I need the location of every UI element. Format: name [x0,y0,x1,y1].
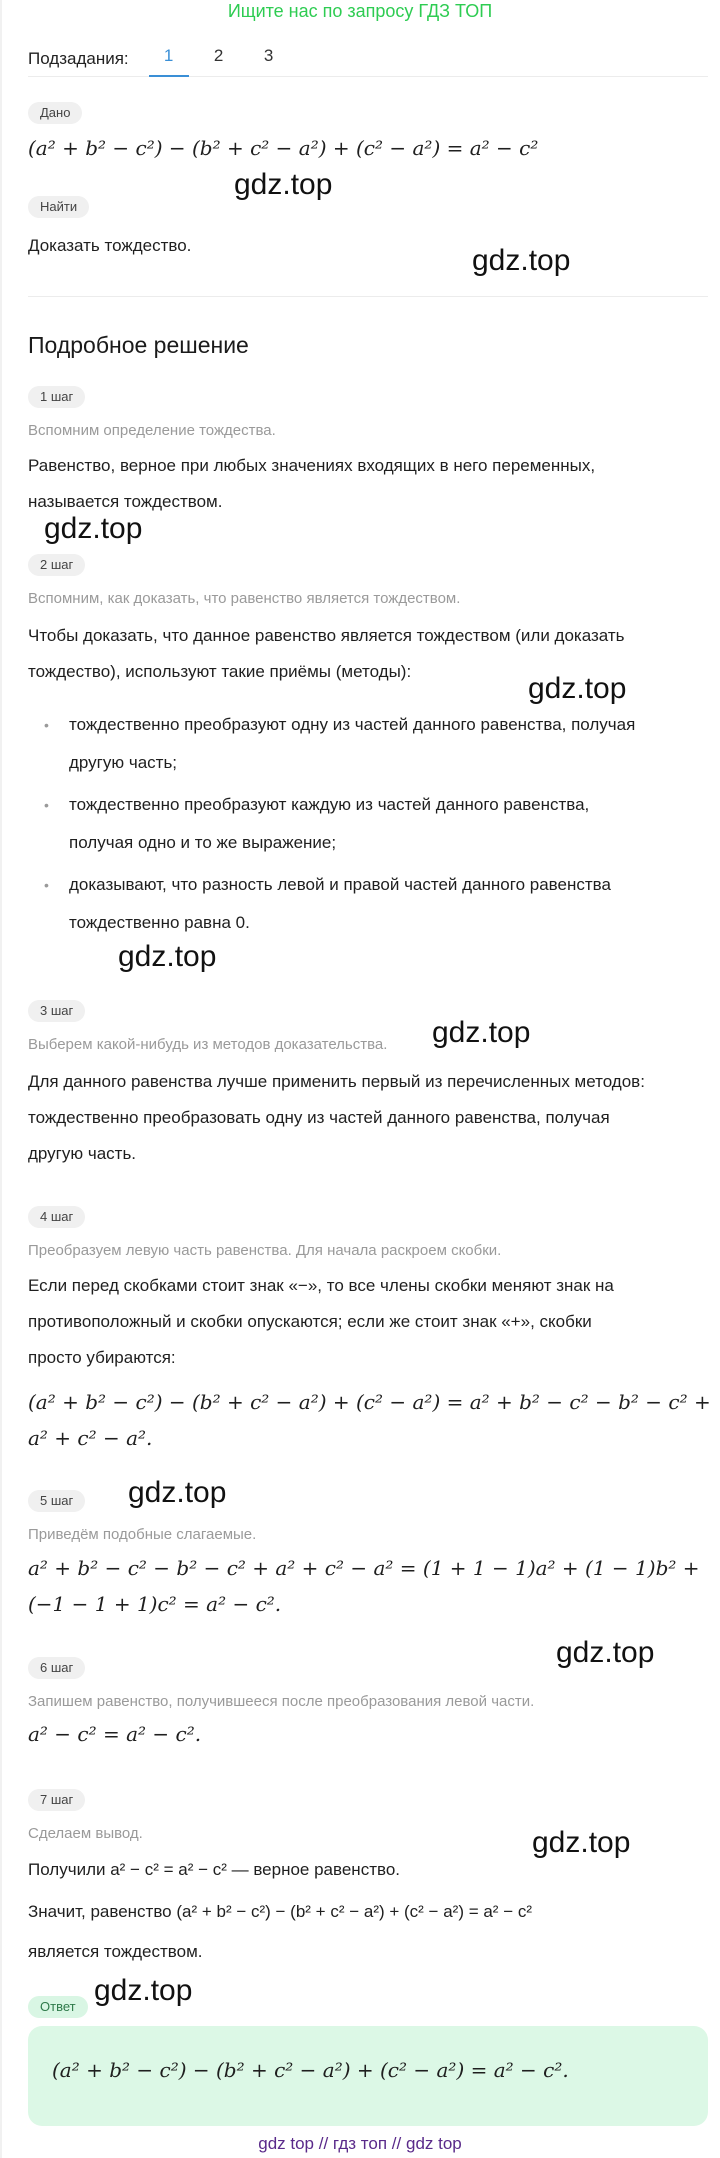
bullet-text: другую часть; [69,753,178,772]
step-2-line-2: тождество), используют такие приёмы (методы): [28,662,412,681]
step-2-hint: Вспомним, как доказать, что равенство является тождеством. [28,590,461,607]
step-7-chip: 7 шаг [28,1789,85,1811]
step-6-math: a² − c² = a² − c². [28,1722,202,1746]
step-2-chip: 2 шаг [28,554,85,576]
subtasks-label: Подзадания: [28,49,129,68]
step-1-line-1: Равенство, верное при любых значениях входящих в него переменных, [28,456,596,475]
step-2-bullet-2 [44,786,719,862]
subtasks-bar [28,42,708,77]
step-5-math-2: (−1 − 1 + 1)c² = a² − c². [28,1592,282,1616]
find-text: Доказать тождество. [28,236,192,255]
step-2-bullet-1 [44,706,719,782]
step-4-line-3: просто убираются: [28,1348,176,1367]
step-4-hint: Преобразуем левую часть равенства. Для начала раскроем скобки. [28,1242,502,1259]
step-4-line-2: противоположный и скобки опускаются; если же стоит знак «+», скобки [28,1312,592,1331]
watermark: gdz.top [94,1974,193,2007]
watermark: gdz.top [432,1016,531,1049]
subtask-tab-2[interactable]: 2 [213,46,224,65]
watermark: gdz.top [44,512,143,545]
watermark: gdz.top [118,940,217,973]
given-chip: Дано [28,102,82,124]
answer-equation: (a² + b² − c²) − (b² + c² − a²) + (c² − a²) = a² − c². [52,2058,569,2082]
footer-separator: // [318,2134,329,2153]
watermark: gdz.top [234,168,333,201]
watermark: gdz.top [556,1636,655,1669]
subtask-tab-3[interactable]: 3 [263,46,274,65]
find-chip: Найти [28,196,89,218]
solution-heading: Подробное решение [28,332,249,358]
step-6-chip: 6 шаг [28,1657,85,1679]
divider [28,296,708,297]
step-7-line-1: Получили a² − c² = a² − c² — верное равенство. [28,1860,400,1879]
step-1-line-2: называется тождеством. [28,492,223,511]
step-7-line-3: является тождеством. [28,1942,203,1961]
step-5-chip: 5 шаг [28,1490,85,1512]
bullet-text: • доказывают, что разность левой и правой частей данного равенства [69,875,611,894]
footer-links [0,2134,720,2154]
step-4-line-1: Если перед скобками стоит знак «−», то все члены скобки меняют знак на [28,1276,614,1295]
step-3-line-1: Для данного равенства лучше применить первый из перечисленных методов: [28,1072,645,1091]
step-7-hint: Сделаем вывод. [28,1825,143,1842]
footer-link[interactable]: гдз топ [332,2134,388,2153]
step-4-math-2: a² + c² − a². [28,1426,153,1450]
subtask-tab-1[interactable]: 1 [149,42,189,76]
step-4-chip: 4 шаг [28,1206,85,1228]
watermark: gdz.top [532,1826,631,1859]
step-3-line-3: другую часть. [28,1144,137,1163]
footer-link[interactable]: gdz top [258,2134,314,2153]
step-7-line-2: Значит, равенство (a² + b² − c²) − (b² + c² − a²) + (c² − a²) = a² − c² [28,1902,533,1921]
step-3-hint: Выберем какой-нибудь из методов доказательства. [28,1036,388,1053]
watermark: gdz.top [472,244,571,277]
step-2-line-1: Чтобы доказать, что данное равенство является тождеством (или доказать [28,626,625,645]
bullet-text: • тождественно преобразуют каждую из частей данного равенства, [69,795,590,814]
step-1-chip: 1 шаг [28,386,85,408]
step-5-hint: Приведём подобные слагаемые. [28,1526,257,1543]
bullet-text: • тождественно преобразуют одну из частей данного равенства, получая [69,715,636,734]
step-3-line-2: тождественно преобразовать одну из частей данного равенства, получая [28,1108,610,1127]
footer-link[interactable]: gdz top [405,2134,462,2153]
footer-separator: // [391,2134,402,2153]
bullet-text: тождественно равна 0. [69,913,250,932]
bullet-text: получая одно и то же выражение; [69,833,337,852]
step-3-chip: 3 шаг [28,1000,85,1022]
step-1-hint: Вспомним определение тождества. [28,422,276,439]
answer-chip: Ответ [28,1996,88,2018]
left-border [0,0,2,2158]
watermark: gdz.top [128,1476,227,1509]
watermark: gdz.top [528,672,627,705]
search-banner[interactable]: Ищите нас по запросу ГДЗ ТОП [227,1,493,21]
given-equation: (a² + b² − c²) − (b² + c² − a²) + (c² − a²) = a² − c² [28,136,539,160]
step-4-math-1: (a² + b² − c²) − (b² + c² − a²) + (c² − a²) = a² + b² − c² − b² − c² + [28,1390,711,1414]
step-6-hint: Запишем равенство, получившееся после преобразования левой части. [28,1693,535,1710]
step-2-bullet-3 [44,866,719,942]
step-5-math-1: a² + b² − c² − b² − c² + a² + c² − a² = (1 + 1 − 1)a² + (1 − 1)b² + [28,1556,700,1580]
